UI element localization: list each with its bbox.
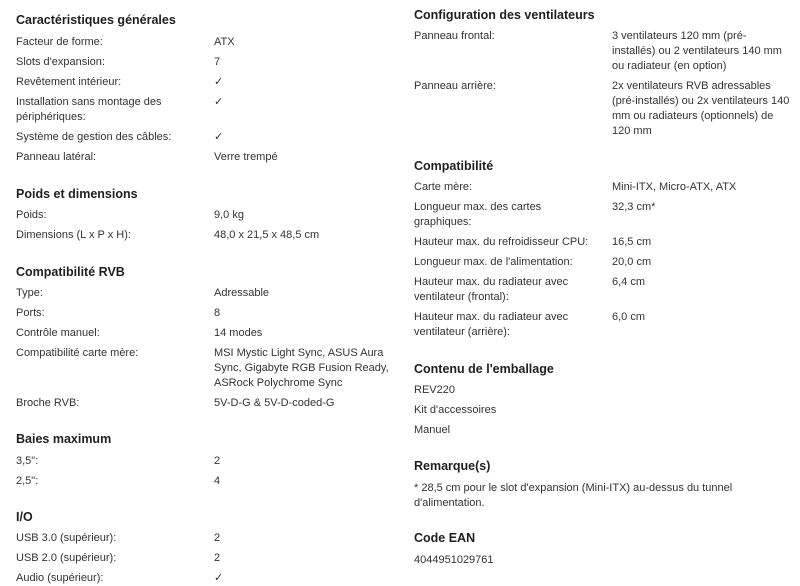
spec-row-bay-25 <box>16 474 384 489</box>
section-title-weight: Poids et dimensions <box>16 187 138 201</box>
spec-label: Panneau latéral: <box>16 151 97 163</box>
section-title-ean: Code EAN <box>414 531 476 545</box>
spec-value: 6,4 cm <box>612 276 646 288</box>
spec-label: Panneau arrière: <box>414 80 496 92</box>
check-icon: ✓ <box>214 131 224 143</box>
spec-value: 2 <box>214 455 221 467</box>
spec-label: Revêtement intérieur: <box>16 76 122 88</box>
spec-row-psu-length <box>414 255 794 270</box>
spec-row-radiator-front <box>414 275 794 305</box>
spec-value: 2 <box>214 552 221 564</box>
spec-label: Type: <box>16 287 43 299</box>
package-item: REV220 <box>414 384 455 396</box>
spec-value: 32,3 cm* <box>612 201 656 213</box>
spec-row-rgb-type <box>16 286 384 301</box>
spec-row-weight <box>16 208 384 223</box>
spec-label: USB 3.0 (supérieur): <box>16 532 117 544</box>
ean-value: 4044951029761 <box>414 554 494 566</box>
spec-label: 2,5": <box>16 475 39 487</box>
spec-value: MSI Mystic Light Sync, ASUS Aura Sync, Gigabyte RGB Fusion Ready, ASRock Polychrome Sync <box>214 347 389 389</box>
section-title-fans: Configuration des ventilateurs <box>414 8 595 22</box>
section-title-remark: Remarque(s) <box>414 459 491 473</box>
spec-label: Audio (supérieur): <box>16 572 104 584</box>
spec-row-audio <box>16 571 384 586</box>
spec-row-rgb-ports <box>16 306 384 321</box>
spec-row-interior-coating <box>16 75 384 90</box>
package-item: Manuel <box>414 424 451 436</box>
spec-value: 16,5 cm <box>612 236 652 248</box>
spec-label: Installation sans montage des périphériques: <box>16 96 162 123</box>
remark-text: * 28,5 cm pour le slot d'expansion (Mini-ITX) au-dessus du tunnel d'alimentation. <box>414 482 733 509</box>
spec-label: Broche RVB: <box>16 397 80 409</box>
spec-label: Longueur max. des cartes graphiques: <box>414 201 542 228</box>
spec-value: 6,0 cm <box>612 311 646 323</box>
spec-row-manual-control <box>16 326 384 341</box>
spec-value: 4 <box>214 475 221 487</box>
spec-row-radiator-rear <box>414 310 794 340</box>
spec-value: 2 <box>214 532 221 544</box>
spec-label: Facteur de forme: <box>16 36 103 48</box>
spec-label: Slots d'expansion: <box>16 56 105 68</box>
spec-label: Contrôle manuel: <box>16 327 100 339</box>
spec-value: Adressable <box>214 287 270 299</box>
section-title-compat: Compatibilité <box>414 159 494 173</box>
spec-value: 9,0 kg <box>214 209 244 221</box>
spec-row-dimensions <box>16 228 384 243</box>
spec-value: 5V-D-G & 5V-D-coded-G <box>214 397 335 409</box>
spec-label: Carte mère: <box>414 181 473 193</box>
section-title-io: I/O <box>16 510 33 524</box>
spec-row-cpu-cooler <box>414 235 794 250</box>
spec-row-expansion-slots <box>16 55 384 70</box>
check-icon: ✓ <box>214 96 224 108</box>
spec-label: Hauteur max. du radiateur avec ventilateur (frontal): <box>414 276 569 303</box>
spec-row-toolless-install <box>16 95 384 125</box>
spec-row-usb2 <box>16 551 384 566</box>
spec-label: Hauteur max. du radiateur avec ventilateur (arrière): <box>414 311 569 338</box>
spec-label: 3,5": <box>16 455 39 467</box>
spec-row-motherboard <box>414 180 794 195</box>
spec-row-usb3 <box>16 531 384 546</box>
spec-row-side-panel <box>16 150 384 165</box>
check-icon: ✓ <box>214 572 224 584</box>
spec-label: Hauteur max. du refroidisseur CPU: <box>414 236 589 248</box>
spec-value: ATX <box>214 36 235 48</box>
spec-value: 20,0 cm <box>612 256 652 268</box>
spec-label: Poids: <box>16 209 47 221</box>
spec-label: Panneau frontal: <box>414 30 495 42</box>
section-general <box>16 12 386 28</box>
spec-label: USB 2.0 (supérieur): <box>16 552 117 564</box>
spec-row-motherboard-compat <box>16 346 396 391</box>
section-title-package: Contenu de l'emballage <box>414 362 554 376</box>
spec-label: Système de gestion des câbles: <box>16 131 172 143</box>
spec-label: Ports: <box>16 307 45 319</box>
spec-label: Longueur max. de l'alimentation: <box>414 256 573 268</box>
spec-row-bay-35 <box>16 454 384 469</box>
spec-value: 14 modes <box>214 327 263 339</box>
spec-value: Mini-ITX, Micro-ATX, ATX <box>612 181 737 193</box>
section-title-bays: Baies maximum <box>16 432 112 446</box>
spec-value: 8 <box>214 307 221 319</box>
spec-value: 2x ventilateurs RVB adressables (pré-installés) ou 2x ventilateurs 140 mm ou radiateurs (optionnels) de 120 mm <box>612 80 790 137</box>
spec-row-front-panel <box>414 29 784 74</box>
spec-value: 48,0 x 21,5 x 48,5 cm <box>214 229 320 241</box>
spec-value: 3 ventilateurs 120 mm (pré-installés) ou 2 ventilateurs 140 mm ou radiateur (en option) <box>612 30 782 72</box>
section-title-general: Caractéristiques générales <box>16 13 176 27</box>
spec-row-cable-management <box>16 130 384 145</box>
spec-label: Dimensions (L x P x H): <box>16 229 131 241</box>
spec-row-rear-panel <box>414 79 792 139</box>
spec-row-rgb-pin <box>16 396 384 411</box>
spec-row-gpu-length <box>414 200 794 230</box>
spec-value: Verre trempé <box>214 151 278 163</box>
package-item: Kit d'accessoires <box>414 404 497 416</box>
spec-row-form-factor <box>16 35 384 50</box>
check-icon: ✓ <box>214 76 224 88</box>
spec-label: Compatibilité carte mère: <box>16 347 139 359</box>
spec-value: 7 <box>214 56 221 68</box>
section-title-rgb: Compatibilité RVB <box>16 265 125 279</box>
